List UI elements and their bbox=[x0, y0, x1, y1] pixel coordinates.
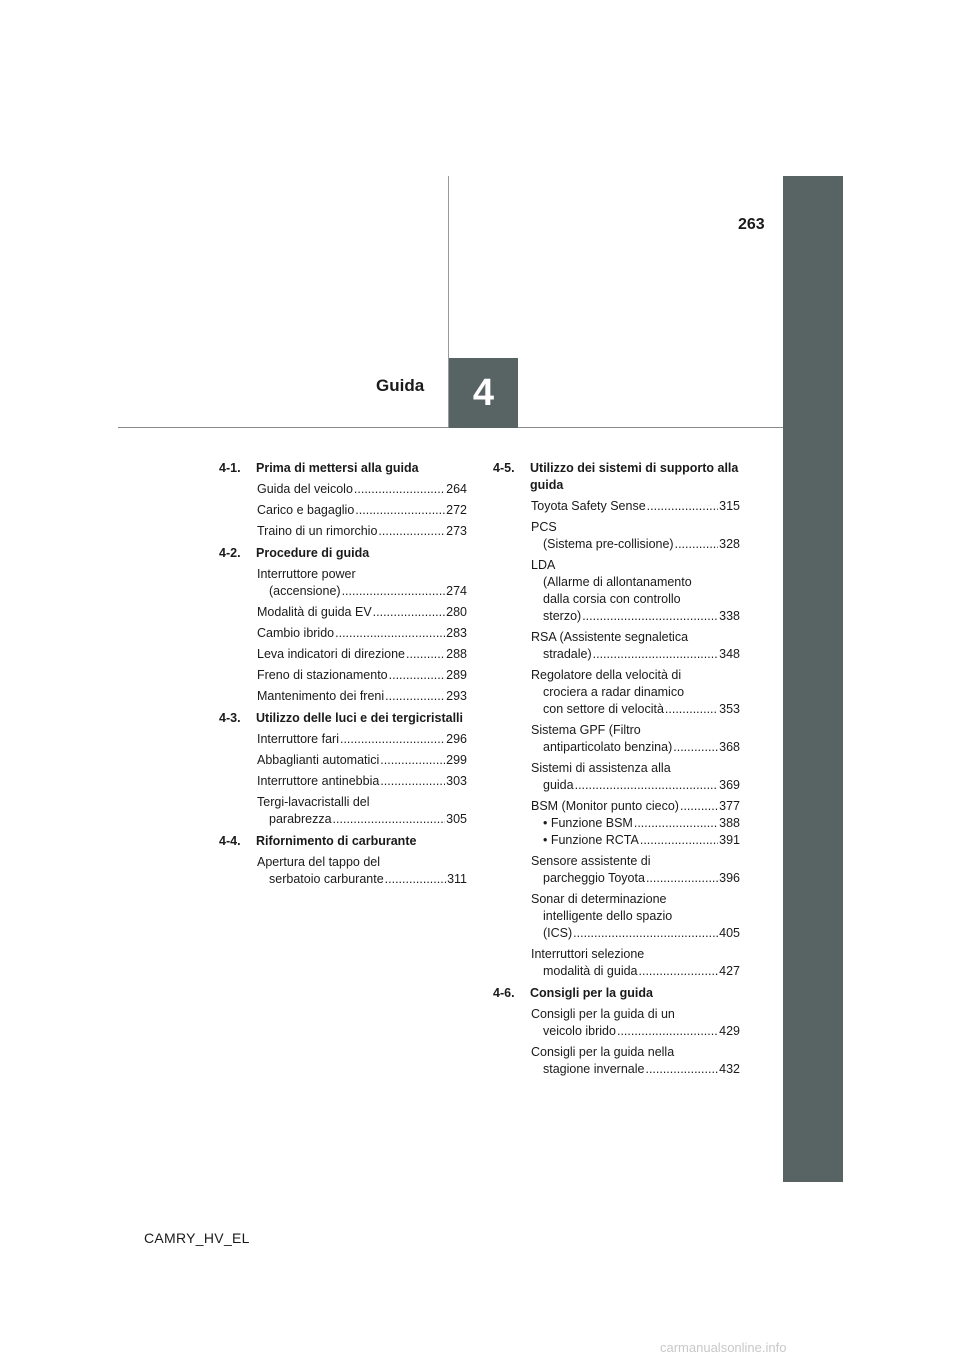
entry-row[interactable] bbox=[257, 625, 467, 642]
toc-entry[interactable] bbox=[531, 946, 740, 980]
page-ref: 299 bbox=[446, 753, 467, 767]
entry-line: Regolatore della velocità di bbox=[531, 668, 682, 682]
entry-row[interactable] bbox=[257, 481, 467, 498]
toc-entry[interactable] bbox=[531, 891, 740, 942]
entry-row[interactable] bbox=[257, 688, 467, 705]
page-ref: 429 bbox=[719, 1024, 740, 1038]
toc-entry[interactable] bbox=[257, 646, 467, 663]
toc-column-right bbox=[493, 460, 740, 1083]
toc-entry[interactable] bbox=[257, 667, 467, 684]
page-ref: 328 bbox=[719, 537, 740, 551]
entry-line: dalla corsia con controllo bbox=[543, 592, 681, 606]
entry-line: intelligente dello spazio bbox=[543, 909, 673, 923]
entry-label: Freno di stazionamento bbox=[257, 668, 388, 682]
toc-entry[interactable] bbox=[531, 1044, 740, 1078]
dot-leader bbox=[634, 815, 718, 832]
entry-label: Leva indicatori di direzione bbox=[257, 647, 406, 661]
dot-leader bbox=[582, 608, 718, 625]
dot-leader bbox=[647, 498, 718, 515]
dot-leader bbox=[673, 739, 718, 756]
page-ref: 305 bbox=[446, 812, 467, 826]
page-ref: 377 bbox=[719, 799, 740, 813]
entry-line: Consigli per la guida nella bbox=[531, 1045, 675, 1059]
entry-label: guida bbox=[543, 778, 574, 792]
entry-label: Traino di un rimorchio bbox=[257, 524, 378, 538]
page-ref: 405 bbox=[719, 926, 740, 940]
entry-line: Consigli per la guida di un bbox=[531, 1007, 675, 1021]
entry-row[interactable] bbox=[531, 739, 740, 756]
entry-line: (Allarme di allontanamento bbox=[543, 575, 692, 589]
dot-leader bbox=[645, 1061, 718, 1078]
toc-entry[interactable] bbox=[257, 752, 467, 769]
dot-leader bbox=[617, 1023, 718, 1040]
toc-entry[interactable] bbox=[531, 798, 740, 849]
entry-label: antiparticolato benzina) bbox=[543, 740, 673, 754]
entry-label: Carico e bagaglio bbox=[257, 503, 355, 517]
entry-line: LDA bbox=[531, 558, 556, 572]
dot-leader bbox=[355, 502, 445, 519]
section-heading bbox=[219, 710, 467, 727]
entry-row[interactable] bbox=[257, 523, 467, 540]
page-ref: 338 bbox=[719, 609, 740, 623]
manual-code: CAMRY_HV_EL bbox=[144, 1230, 250, 1246]
entry-line: Interruttore power bbox=[257, 567, 356, 581]
toc-entry[interactable] bbox=[257, 604, 467, 621]
dot-leader bbox=[575, 777, 719, 794]
toc-entry[interactable] bbox=[257, 523, 467, 540]
dot-leader bbox=[342, 583, 446, 600]
toc-entry[interactable] bbox=[531, 853, 740, 887]
entry-line: Sistemi di assistenza alla bbox=[531, 761, 671, 775]
entry-row[interactable] bbox=[257, 667, 467, 684]
entry-row[interactable] bbox=[531, 498, 740, 515]
toc-section bbox=[493, 460, 740, 980]
entry-line: Apertura del tappo del bbox=[257, 855, 381, 869]
toc-entry[interactable] bbox=[257, 731, 467, 748]
page-ref: 427 bbox=[719, 964, 740, 978]
toc-entry[interactable] bbox=[257, 481, 467, 498]
entry-line: Tergi-lavacristalli del bbox=[257, 795, 370, 809]
entry-line: PCS bbox=[531, 520, 557, 534]
page-ref: 369 bbox=[719, 778, 740, 792]
entry-label: BSM (Monitor punto cieco) bbox=[531, 799, 679, 813]
entry-row[interactable] bbox=[531, 925, 740, 942]
sub-entry-row[interactable] bbox=[531, 832, 740, 849]
entry-label: serbatoio carburante bbox=[269, 872, 384, 886]
page-ref: 348 bbox=[719, 647, 740, 661]
entry-row[interactable] bbox=[257, 646, 467, 663]
page-ref: 353 bbox=[719, 702, 740, 716]
section-number: 4-4. bbox=[219, 834, 241, 848]
chapter-tab-sidebar bbox=[783, 176, 843, 1182]
dot-leader bbox=[380, 752, 445, 769]
entry-row[interactable] bbox=[531, 1061, 740, 1078]
page-ref: 288 bbox=[446, 647, 467, 661]
page-ref: 432 bbox=[719, 1062, 740, 1076]
dot-leader bbox=[593, 646, 719, 663]
page-ref: 274 bbox=[446, 584, 467, 598]
section-number: 4-2. bbox=[219, 546, 241, 560]
entry-line: Sonar di determinazione bbox=[531, 892, 667, 906]
entry-row[interactable] bbox=[257, 604, 467, 621]
page-ref: 303 bbox=[446, 774, 467, 788]
section-title: Prima di mettersi alla guida bbox=[256, 461, 419, 475]
entry-label: Interruttore antinebbia bbox=[257, 774, 380, 788]
entry-line: crociera a radar dinamico bbox=[543, 685, 685, 699]
entry-label: Interruttore fari bbox=[257, 732, 339, 746]
section-title: Procedure di guida bbox=[256, 546, 370, 560]
entry-label: sterzo) bbox=[543, 609, 582, 623]
entry-line: Interruttori selezione bbox=[531, 947, 645, 961]
toc-entry[interactable] bbox=[531, 629, 740, 663]
toc-section bbox=[219, 460, 467, 540]
page-ref: 273 bbox=[446, 524, 467, 538]
dot-leader bbox=[378, 523, 445, 540]
page-number: 263 bbox=[738, 216, 765, 233]
section-title: Rifornimento di carburante bbox=[256, 834, 417, 848]
entry-label: modalità di guida bbox=[543, 964, 638, 978]
toc-section bbox=[493, 985, 740, 1078]
entry-row[interactable] bbox=[257, 773, 467, 790]
section-number: 4-3. bbox=[219, 711, 241, 725]
dot-leader bbox=[385, 688, 445, 705]
toc-entry[interactable] bbox=[531, 722, 740, 756]
section-number: 4-1. bbox=[219, 461, 241, 475]
dot-leader bbox=[680, 798, 718, 815]
page-ref: 315 bbox=[719, 499, 740, 513]
section-heading bbox=[493, 460, 740, 494]
page-ref: 368 bbox=[719, 740, 740, 754]
toc-entry[interactable] bbox=[257, 854, 467, 888]
entry-label: parabrezza bbox=[269, 812, 332, 826]
toc-entry[interactable] bbox=[257, 773, 467, 790]
entry-label: stradale) bbox=[543, 647, 592, 661]
page-ref: 396 bbox=[719, 871, 740, 885]
section-heading bbox=[219, 545, 467, 562]
entry-row[interactable] bbox=[531, 1023, 740, 1040]
entry-row[interactable] bbox=[531, 608, 740, 625]
toc-entry[interactable] bbox=[531, 1006, 740, 1040]
dot-leader bbox=[573, 925, 718, 942]
page-ref: 289 bbox=[446, 668, 467, 682]
sub-entry-row[interactable] bbox=[531, 815, 740, 832]
entry-row[interactable] bbox=[531, 701, 740, 718]
toc-section bbox=[219, 545, 467, 705]
section-heading bbox=[219, 833, 467, 850]
entry-row[interactable] bbox=[531, 963, 740, 980]
dot-leader bbox=[389, 667, 446, 684]
entry-row[interactable] bbox=[531, 536, 740, 553]
entry-row[interactable] bbox=[257, 502, 467, 519]
dot-leader bbox=[380, 773, 445, 790]
entry-label: (Sistema pre-collisione) bbox=[543, 537, 674, 551]
page-ref: 264 bbox=[446, 482, 467, 496]
chapter-title: Guida bbox=[376, 376, 425, 395]
entry-label: (ICS) bbox=[543, 926, 573, 940]
entry-line: RSA (Assistente segnaletica bbox=[531, 630, 689, 644]
dot-leader bbox=[373, 604, 445, 621]
section-title: Utilizzo delle luci e dei tergicristalli bbox=[256, 711, 464, 725]
dot-leader bbox=[646, 870, 718, 887]
entry-label: stagione invernale bbox=[543, 1062, 645, 1076]
section-title: Consigli per la guida bbox=[530, 986, 653, 1000]
entry-row[interactable] bbox=[531, 646, 740, 663]
watermark: carmanualsonline.info bbox=[660, 1340, 787, 1355]
page-ref: 311 bbox=[447, 872, 467, 886]
entry-line: Sistema GPF (Filtro bbox=[531, 723, 641, 737]
entry-label: Mantenimento dei freni bbox=[257, 689, 385, 703]
toc-entry[interactable] bbox=[257, 566, 467, 600]
toc-entry[interactable] bbox=[257, 625, 467, 642]
entry-label: • Funzione BSM bbox=[543, 816, 633, 830]
section-heading bbox=[219, 460, 467, 477]
entry-label: Cambio ibrido bbox=[257, 626, 335, 640]
page-ref: 296 bbox=[446, 732, 467, 746]
dot-leader bbox=[385, 871, 446, 888]
entry-row[interactable] bbox=[257, 811, 467, 828]
chapter-number-box: 4 bbox=[449, 358, 518, 428]
toc-section bbox=[219, 710, 467, 828]
entry-row[interactable] bbox=[531, 777, 740, 794]
toc-entry[interactable] bbox=[257, 502, 467, 519]
toc-entry[interactable] bbox=[531, 557, 740, 625]
toc-entry[interactable] bbox=[257, 688, 467, 705]
dot-leader bbox=[335, 625, 445, 642]
page-ref: 388 bbox=[719, 816, 740, 830]
toc-column-left bbox=[219, 460, 467, 893]
entry-label: con settore di velocità bbox=[543, 702, 664, 716]
dot-leader bbox=[665, 701, 718, 718]
toc-entry[interactable] bbox=[531, 519, 740, 553]
dot-leader bbox=[406, 646, 445, 663]
dot-leader bbox=[340, 731, 445, 748]
entry-label: Abbaglianti automatici bbox=[257, 753, 380, 767]
page-ref: 272 bbox=[446, 503, 467, 517]
entry-row[interactable] bbox=[257, 731, 467, 748]
entry-label: Modalità di guida EV bbox=[257, 605, 372, 619]
dot-leader bbox=[675, 536, 719, 553]
section-heading bbox=[493, 985, 740, 1002]
entry-label: Guida del veicolo bbox=[257, 482, 353, 496]
page-ref: 293 bbox=[446, 689, 467, 703]
section-number: 4-5. bbox=[493, 461, 515, 475]
entry-row[interactable] bbox=[257, 871, 467, 888]
section-number: 4-6. bbox=[493, 986, 515, 1000]
entry-label: Toyota Safety Sense bbox=[531, 499, 646, 513]
entry-label: • Funzione RCTA bbox=[543, 833, 639, 847]
toc-entry[interactable] bbox=[531, 498, 740, 515]
entry-label: parcheggio Toyota bbox=[543, 871, 645, 885]
toc-section bbox=[219, 833, 467, 888]
entry-row[interactable] bbox=[257, 583, 467, 600]
toc-entry[interactable] bbox=[257, 794, 467, 828]
dot-leader bbox=[333, 811, 446, 828]
entry-label: veicolo ibrido bbox=[543, 1024, 616, 1038]
entry-row[interactable] bbox=[257, 752, 467, 769]
section-title: Utilizzo dei sistemi di supporto alla guida bbox=[530, 461, 739, 492]
page-ref: 391 bbox=[719, 833, 740, 847]
toc-entry[interactable] bbox=[531, 667, 740, 718]
dot-leader bbox=[639, 963, 719, 980]
page-ref: 280 bbox=[446, 605, 467, 619]
entry-label: (accensione) bbox=[269, 584, 341, 598]
dot-leader bbox=[640, 832, 718, 849]
dot-leader bbox=[354, 481, 445, 498]
entry-line: Sensore assistente di bbox=[531, 854, 651, 868]
entry-row[interactable] bbox=[531, 798, 740, 815]
toc-entry[interactable] bbox=[531, 760, 740, 794]
entry-row[interactable] bbox=[531, 870, 740, 887]
page-ref: 283 bbox=[446, 626, 467, 640]
